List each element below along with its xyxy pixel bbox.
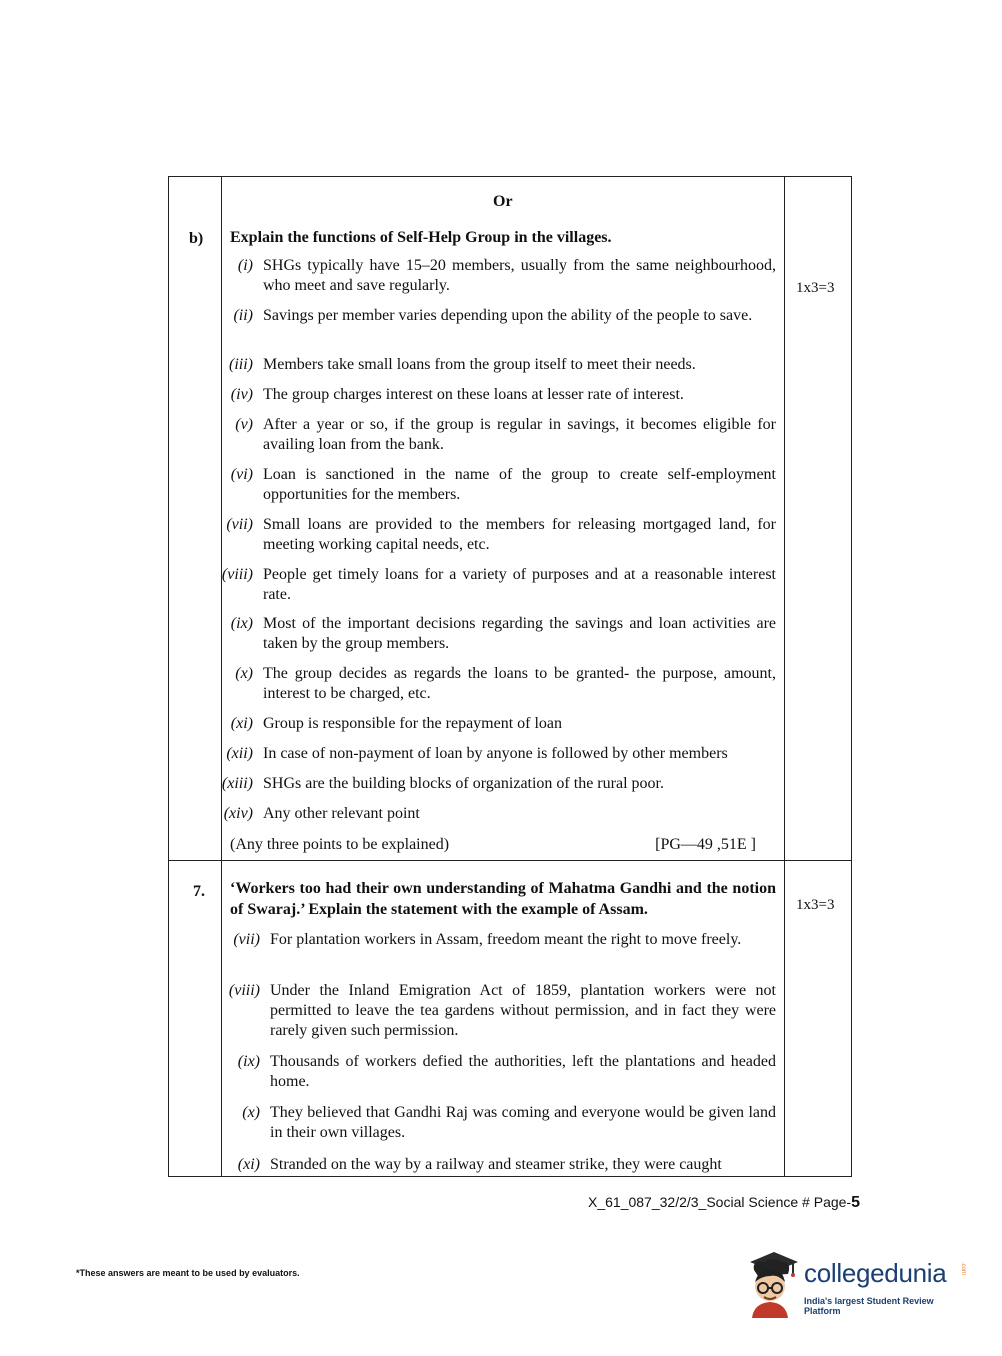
- evaluator-disclaimer: *These answers are meant to be used by evaluators.: [76, 1268, 300, 1278]
- point-text: Most of the important decisions regarding the savings and loan activities are taken by the group members.: [263, 615, 776, 652]
- point-text: Stranded on the way by a railway and steamer strike, they were caught: [270, 1156, 722, 1173]
- point-text: Small loans are provided to the members for releasing mortgaged land, for meeting working capital needs, etc.: [263, 516, 776, 553]
- point-number: (iv): [230, 386, 253, 403]
- point-number: (x): [242, 1104, 260, 1121]
- point-text: SHGs typically have 15–20 members, usually from the same neighbourhood, who meet and save regularly.: [263, 257, 776, 294]
- point-number: (ix): [237, 1053, 260, 1070]
- page-reference: [PG—49 ,51E ]: [655, 836, 756, 853]
- point-text: Thousands of workers defied the authorities, left the plantations and headed home.: [270, 1053, 776, 1090]
- mascot-icon: [742, 1248, 804, 1318]
- answer-table: [168, 176, 852, 1177]
- answer-note: [230, 835, 776, 855]
- point-text: Loan is sanctioned in the name of the group to create self-employment opportunities for the members.: [263, 466, 776, 503]
- brand-tagline: India's largest Student Review Platform: [804, 1296, 934, 1316]
- point-text: The group charges interest on these loans at lesser rate of interest.: [263, 386, 684, 403]
- page-footer-code: [588, 1194, 860, 1212]
- point-text: After a year or so, if the group is regular in savings, it becomes eligible for availing loan from the bank.: [263, 416, 776, 453]
- row-divider: [169, 860, 851, 861]
- point-text: Under the Inland Emigration Act of 1859, plantation workers were not permitted to leave the tea gardens without permission, and in fact they were rarely given such permission.: [270, 982, 776, 1039]
- point-number: (ix): [230, 615, 253, 632]
- point-number: (xiv): [223, 805, 253, 822]
- point-number: (xi): [230, 715, 253, 732]
- point-number: (vii): [226, 516, 253, 533]
- point-number: (v): [235, 416, 253, 433]
- point-number: (xi): [237, 1156, 260, 1173]
- point-text: Group is responsible for the repayment of loan: [263, 715, 563, 732]
- point-text: Savings per member varies depending upon the ability of the people to save.: [263, 307, 753, 324]
- point-text: They believed that Gandhi Raj was coming and everyone would be given land in their own villages.: [270, 1104, 776, 1141]
- note-text: (Any three points to be explained): [230, 836, 450, 853]
- point-number: (x): [235, 665, 253, 682]
- question-label-7: 7.: [193, 883, 205, 900]
- point-number: (vi): [230, 466, 253, 483]
- point-text: The group decides as regards the loans to be granted- the purpose, amount, interest to be charged, etc.: [263, 665, 776, 702]
- point-text: Members take small loans from the group itself to meet their needs.: [263, 356, 696, 373]
- question-7-title: ‘Workers too had their own understanding of Mahatma Gandhi and the notion of Swaraj.’ Explain the statement with the example of Assam.: [230, 880, 776, 918]
- or-label: Or: [493, 193, 513, 210]
- column-divider-right: [784, 177, 785, 1176]
- point-number: (viii): [221, 566, 253, 583]
- point-number: (xiii): [221, 775, 253, 792]
- point-number: (xii): [226, 745, 253, 762]
- document-code: X_61_087_32/2/3_Social Science # Page-: [588, 1194, 852, 1210]
- page-number: 5: [851, 1194, 860, 1211]
- point-text: People get timely loans for a variety of purposes and at a reasonable interest rate.: [263, 566, 776, 603]
- marks-7: 1x3=3: [796, 897, 835, 913]
- point-number: (iii): [229, 356, 253, 373]
- collegedunia-logo: [742, 1248, 972, 1318]
- point-text: In case of non-payment of loan by anyone is followed by other members: [263, 745, 728, 762]
- question-label-b: b): [189, 230, 204, 247]
- marks-b: 1x3=3: [796, 280, 835, 296]
- point-number: (ii): [233, 307, 253, 324]
- point-number: (i): [237, 257, 253, 274]
- brand-name: collegedunia: [804, 1258, 947, 1288]
- point-text: For plantation workers in Assam, freedom meant the right to move freely.: [270, 931, 742, 948]
- question-b-title: Explain the functions of Self-Help Group in the villages.: [230, 229, 612, 246]
- brand-tld: .com: [960, 1262, 966, 1276]
- point-text: Any other relevant point: [263, 805, 420, 822]
- point-text: SHGs are the building blocks of organization of the rural poor.: [263, 775, 664, 792]
- point-number: (viii): [228, 982, 260, 999]
- point-number: (vii): [233, 931, 260, 948]
